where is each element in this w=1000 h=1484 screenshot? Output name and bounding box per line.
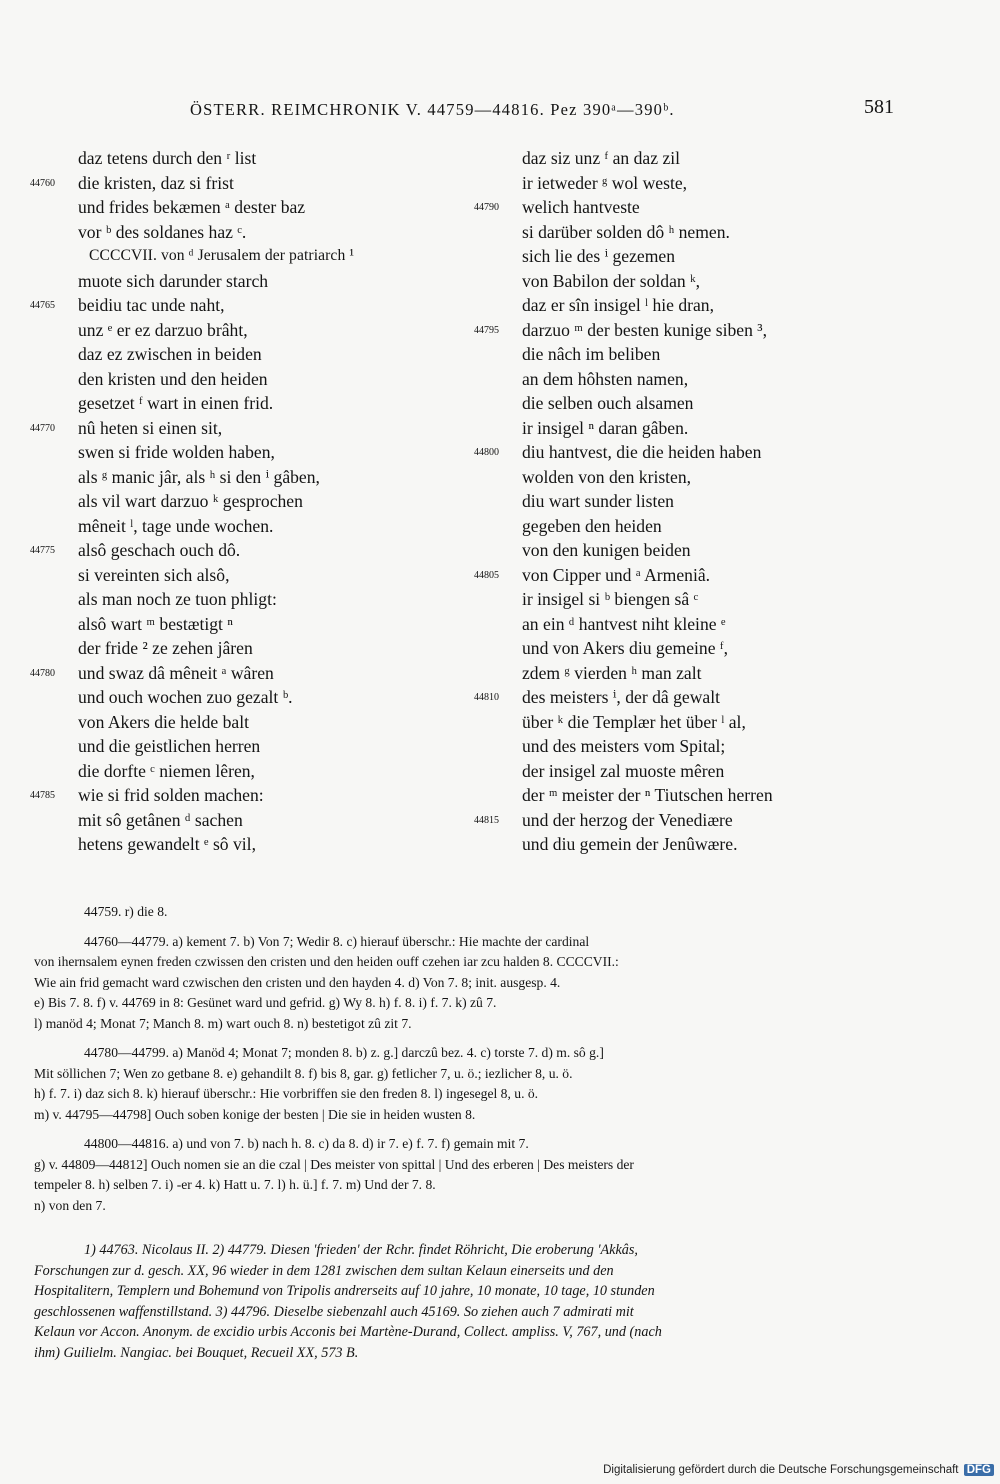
footnotes <box>34 1240 894 1363</box>
apparatus-line: Mit söllichen 7; Wen zo getbane 8. e) gehandilt 8. f) bis 8, gar. g) fetlicher 7, u. ö.; iezlicher 8, u. ö. <box>34 1065 573 1081</box>
verse-line <box>30 367 430 392</box>
footnote-line: Forschungen zur d. gesch. XX, 96 wieder in dem 1281 zwischen dem sultan Kelaun einerseits und den <box>34 1262 614 1279</box>
page-number: 581 <box>864 96 894 118</box>
verse-line <box>474 293 904 318</box>
verse-text: des meisters ⁱ, der dâ gewalt <box>522 687 720 707</box>
verse-text: alsô geschach ouch dô. <box>78 540 241 560</box>
verse-text: die selben ouch alsamen <box>522 393 694 413</box>
verse-number: 44795 <box>474 324 499 336</box>
verse-line <box>30 171 430 196</box>
verse-text: von Akers die helde balt <box>78 711 250 732</box>
verse-text: gesetzet ᶠ wart in einen frid. <box>78 393 274 413</box>
verse-line <box>474 244 904 269</box>
verse-line <box>474 440 904 465</box>
verse-number: 44770 <box>30 422 55 434</box>
verse-text: die dorfte ᶜ niemen lêren, <box>78 760 255 781</box>
verse-text: von den kunigen beiden <box>522 540 691 560</box>
verse-column-left <box>30 146 430 857</box>
apparatus-block <box>34 932 894 1035</box>
verse-line <box>30 342 430 367</box>
verse-text: welich hantveste <box>522 197 640 217</box>
verse-text: an ein ᵈ hantvest niht kleine ᵉ <box>522 613 726 634</box>
verse-number: 44810 <box>474 692 499 703</box>
verse-line <box>30 514 430 539</box>
verse-text: CCCCVII. von ᵈ Jerusalem der patriarch ¹ <box>89 247 355 264</box>
verse-text: daz tetens durch den ʳ list <box>78 148 257 168</box>
verse-text: mêneit ˡ, tage unde wochen. <box>78 515 274 536</box>
verse-text: ir ietweder ᵍ wol weste, <box>522 172 688 193</box>
verse-text: und von Akers diu gemeine ᶠ, <box>522 638 728 658</box>
verse-text: gegeben den heiden <box>522 515 662 536</box>
verse-text: alsô wart ᵐ bestætigt ⁿ <box>78 613 233 634</box>
verse-text: von Babilon der soldan ᵏ, <box>522 270 701 291</box>
verse-line <box>30 440 430 465</box>
verse-text: hetens gewandelt ᵉ sô vil, <box>78 834 256 854</box>
verse-text: beidiu tac unde naht, <box>78 295 225 315</box>
verse-line <box>474 318 904 343</box>
verse-line <box>30 808 430 833</box>
verse-line <box>474 759 904 784</box>
verse-text: und swaz dâ mêneit ᵃ wâren <box>78 662 274 683</box>
verse-line <box>30 612 430 637</box>
verse-text: über ᵏ die Templær het über ˡ al, <box>522 711 746 732</box>
verse-line <box>474 587 904 612</box>
verse-text: wie si frid solden machen: <box>78 785 264 805</box>
verse-text: ir insigel ⁿ daran gâben. <box>522 417 689 438</box>
verse-text: si vereinten sich alsô, <box>78 564 230 585</box>
verse-text: wolden von den kristen, <box>522 466 692 487</box>
verse-number: 44780 <box>30 667 55 679</box>
verse-text: der ᵐ meister der ⁿ Tiutschen herren <box>522 785 773 805</box>
footnote-line: geschlossenen waffenstillstand. 3) 44796. Dieselbe siebenzahl auch 45169. So ziehen auch 7 admirati mit <box>34 1303 634 1320</box>
apparatus-line: Wie ain frid gemacht ward czwischen den cristen und den hayden 4. d) Von 7. 8; init. ausgesp. 4. <box>34 974 561 990</box>
apparatus-line: von ihernsalem eynen freden czwissen den cristen und den heiden ouff czehen iar zcu halden 8. CCCCVII.: <box>34 954 619 969</box>
verse-number: 44760 <box>30 177 55 189</box>
verse-text: der insigel zal muoste mêren <box>522 760 725 781</box>
apparatus-line: l) manöd 4; Monat 7; Manch 8. m) wart ouch 8. n) bestetigot zû zit 7. <box>34 1015 412 1031</box>
verse-line <box>30 293 430 318</box>
verse-line <box>474 563 904 588</box>
apparatus-line: 44760—44779. a) kement 7. b) Von 7; Wedir 8. c) hierauf überschr.: Hie machte der cardinal <box>84 933 590 949</box>
chapter-heading <box>30 244 430 269</box>
verse-line <box>30 220 430 245</box>
verse-line <box>474 783 904 808</box>
verse-number: 44790 <box>474 202 499 213</box>
verse-text: als ᵍ manic jâr, als ʰ si den ⁱ gâben, <box>78 466 320 487</box>
verse-line <box>30 661 430 686</box>
verse-line <box>474 342 904 367</box>
verse-text: als vil wart darzuo ᵏ gesprochen <box>78 491 303 511</box>
verse-text: ir insigel si ᵇ biengen sâ ᶜ <box>522 589 699 609</box>
verse-line <box>474 538 904 563</box>
apparatus-block <box>34 1043 894 1125</box>
verse-number: 44800 <box>474 447 499 458</box>
verse-text: von Cipper und ᵃ Armeniâ. <box>522 564 711 585</box>
verse-line <box>474 808 904 833</box>
apparatus-line: m) v. 44795—44798] Ouch soben konige der besten | Die sie in heiden wusten 8. <box>34 1106 476 1122</box>
footnote-line: 1) 44763. Nicolaus II. 2) 44779. Diesen 'frieden' der Rchr. findet Röhricht, Die eroberung 'Akkâs, <box>84 1242 638 1258</box>
verse-text: si darüber solden dô ʰ nemen. <box>522 221 730 242</box>
digitization-text: Digitalisierung gefördert durch die Deutsche Forschungsgemeinschaft <box>603 1464 959 1476</box>
verse-line <box>30 489 430 514</box>
verse-line <box>474 734 904 759</box>
verse-line <box>30 636 430 661</box>
verse-line <box>30 538 430 563</box>
verse-text: als man noch ze tuon phligt: <box>78 589 277 609</box>
apparatus-line: 44780—44799. a) Manöd 4; Monat 7; monden 8. b) z. g.] darczû bez. 4. c) torste 7. d) m. sô g.] <box>84 1045 604 1060</box>
verse-line <box>474 367 904 392</box>
apparatus-line: tempeler 8. h) selben 7. i) -er 4. k) Hatt u. 7. l) h. ü.] f. 7. m) Und der 7. 8. <box>34 1177 436 1192</box>
verse-line <box>474 612 904 637</box>
verse-text: und des meisters vom Spital; <box>522 736 726 756</box>
verse-text: und diu gemein der Jenûwære. <box>522 834 738 854</box>
verse-text: vor ᵇ des soldanes haz ᶜ. <box>78 221 247 242</box>
digitization-credit <box>603 1464 994 1476</box>
verse-line <box>30 416 430 441</box>
verse-line <box>474 465 904 490</box>
verse-line <box>30 710 430 735</box>
verse-line <box>474 146 904 171</box>
verse-line <box>474 220 904 245</box>
verse-line <box>30 195 430 220</box>
apparatus-line: n) von den 7. <box>34 1197 106 1213</box>
verse-line <box>474 661 904 686</box>
verse-line <box>30 759 430 784</box>
verse-line <box>30 734 430 759</box>
verse-text: und ouch wochen zuo gezalt ᵇ. <box>78 687 293 707</box>
verse-line <box>30 783 430 808</box>
verse-text: diu wart sunder listen <box>522 491 674 511</box>
verse-number: 44815 <box>474 814 499 826</box>
verse-line <box>474 171 904 196</box>
apparatus-line: g) v. 44809—44812] Ouch nomen sie an die czal | Des meister von spittal | Und des erberen | Des meisters der <box>34 1156 634 1172</box>
verse-line <box>474 391 904 416</box>
verse-text: der fride ² ze zehen jâren <box>78 638 253 658</box>
verse-line <box>474 636 904 661</box>
verse-line <box>30 587 430 612</box>
verse-line <box>474 514 904 539</box>
verse-number: 44775 <box>30 545 55 556</box>
running-title: ÖSTERR. REIMCHRONIK V. 44759—44816. Pez 390ᵃ—390ᵇ. <box>190 100 675 119</box>
critical-apparatus <box>34 902 894 1225</box>
verse-line <box>474 685 904 710</box>
footnote-line: Kelaun vor Accon. Anonym. de excidio urbis Acconis bei Martène-Durand, Collect. ampliss. V, 767, und (nach <box>34 1324 662 1340</box>
verse-number: 44765 <box>30 300 55 311</box>
apparatus-line: e) Bis 7. 8. f) v. 44769 in 8: Gesünet ward und gefrid. g) Wy 8. h) f. 8. i) f. 7. k) zû 7. <box>34 995 497 1010</box>
verse-line <box>30 318 430 343</box>
verse-line <box>30 563 430 588</box>
verse-line <box>474 195 904 220</box>
verse-text: daz ez zwischen in beiden <box>78 344 262 364</box>
footnote-line: Hospitalitern, Templern und Bohemund von Tripolis andrerseits auf 10 jahre, 10 monate, 10 tage, 10 stunden <box>34 1283 655 1299</box>
verse-text: swen si fride wolden haben, <box>78 442 275 462</box>
verse-text: nû heten si einen sit, <box>78 417 223 438</box>
apparatus-line: 44759. r) die 8. <box>84 904 168 919</box>
verse-number: 44805 <box>474 569 499 581</box>
verse-line <box>30 465 430 490</box>
verse-line <box>474 832 904 857</box>
verse-text: sich lie des ⁱ gezemen <box>522 246 676 266</box>
footnote-line: ihm) Guilielm. Nangiac. bei Bouquet, Recueil XX, 573 B. <box>34 1344 359 1361</box>
verse-column-right <box>474 146 904 857</box>
verse-text: daz siz unz ᶠ an daz zil <box>522 148 681 168</box>
verse-line <box>474 416 904 441</box>
verse-line <box>30 391 430 416</box>
apparatus-block <box>34 902 894 923</box>
verse-text: und die geistlichen herren <box>78 736 261 756</box>
apparatus-block <box>34 1134 894 1216</box>
page-header <box>0 96 1000 130</box>
verse-text: mit sô getânen ᵈ sachen <box>78 809 243 830</box>
verse-line <box>30 146 430 171</box>
verse-text: und der herzog der Venediære <box>522 809 733 830</box>
apparatus-line: h) f. 7. i) daz sich 8. k) hierauf überschr.: Hie vorbriffen sie den freden 8. l) ingesegel 8, u. ö. <box>34 1086 539 1101</box>
verse-text: den kristen und den heiden <box>78 368 268 389</box>
apparatus-line: 44800—44816. a) und von 7. b) nach h. 8. c) da 8. d) ir 7. e) f. 7. f) gemain mit 7. <box>84 1136 529 1151</box>
dfg-logo: DFG <box>964 1464 994 1476</box>
verse-text: die kristen, daz si frist <box>78 172 234 193</box>
verse-text: und frides bekæmen ᵃ dester baz <box>78 197 306 217</box>
verse-text: unz ᵉ er ez darzuo brâht, <box>78 319 248 340</box>
verse-text: muote sich darunder starch <box>78 270 269 291</box>
verse-line <box>30 685 430 710</box>
verse-text: darzuo ᵐ der besten kunige siben ³, <box>522 319 767 340</box>
verse-text: die nâch im beliben <box>522 344 661 364</box>
verse-number: 44785 <box>30 790 55 801</box>
verse-text: zdem ᵍ vierden ʰ man zalt <box>522 662 702 683</box>
verse-line <box>474 269 904 294</box>
verse-text: diu hantvest, die die heiden haben <box>522 442 762 462</box>
verse-text: daz er sîn insigel ˡ hie dran, <box>522 295 714 315</box>
verse-line <box>474 710 904 735</box>
verse-line <box>30 269 430 294</box>
verse-line <box>474 489 904 514</box>
verse-line <box>30 832 430 857</box>
verse-text: an dem hôhsten namen, <box>522 368 689 389</box>
